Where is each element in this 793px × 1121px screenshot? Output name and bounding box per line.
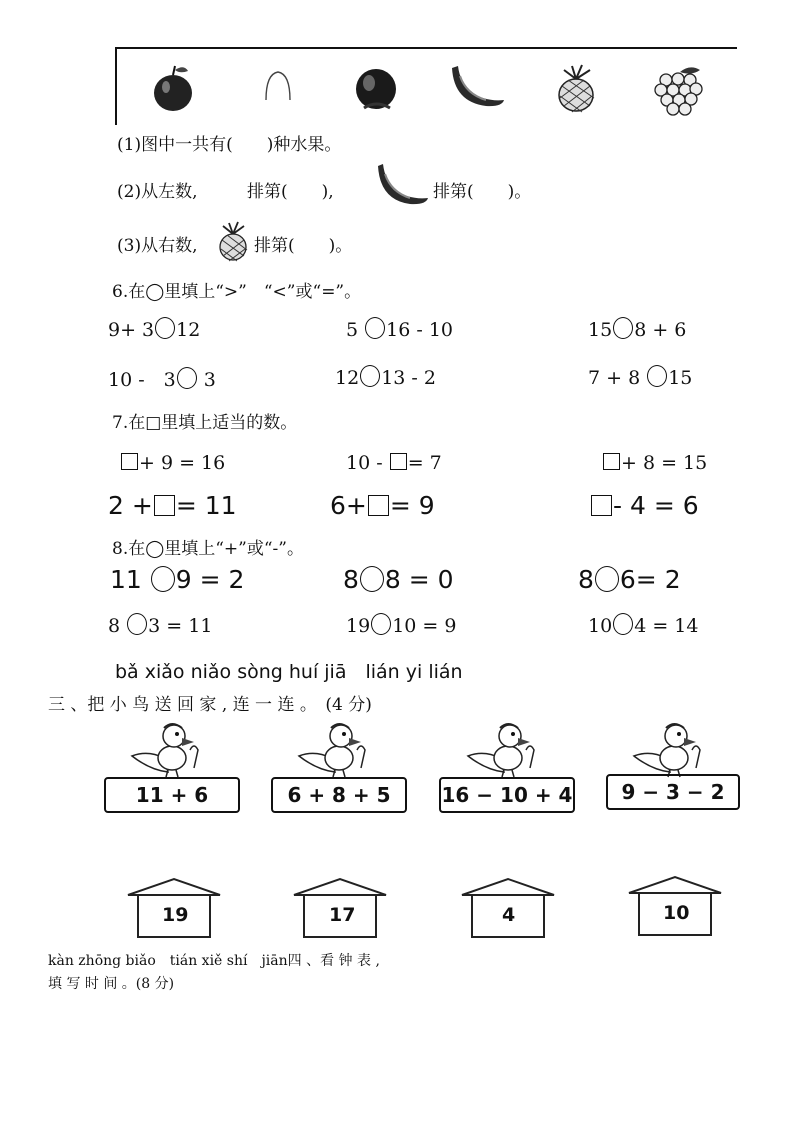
q6-r2-c3: 7 + 8 15 xyxy=(588,367,693,389)
answer-circle[interactable] xyxy=(360,566,384,592)
section3-title: 三 、把 小 鸟 送 回 家 , 连 一 连 。 (4 分) xyxy=(48,695,372,715)
q8-r2-c2: 19 10 = 9 xyxy=(346,615,457,637)
section3-pinyin: bǎ xiǎo niǎo sòng huí jiā lián yi lián xyxy=(115,661,463,683)
bird-icon xyxy=(295,720,371,778)
q5-line-2a: (2)从左数, xyxy=(117,182,198,202)
bird-icon xyxy=(128,720,204,778)
q6-r1-c1: 9+ 3 12 xyxy=(108,319,201,341)
bird-expression-box[interactable]: 11 + 6 xyxy=(104,777,240,813)
answer-box[interactable] xyxy=(591,495,612,516)
q8-r1-c1: 11 9 = 2 xyxy=(110,565,245,594)
answer-circle[interactable] xyxy=(151,566,175,592)
peach-icon xyxy=(350,62,402,114)
q5-line-2c: 排第( )。 xyxy=(433,182,532,202)
q8-r2-c3: 10 4 = 14 xyxy=(588,615,699,637)
q7-r2-c1: 2 + = 11 xyxy=(108,491,237,520)
q5-line-2b: 排第( ), xyxy=(247,182,334,202)
q6-r1-c2: 5 16 - 10 xyxy=(346,319,453,341)
answer-circle[interactable] xyxy=(360,365,380,387)
q5-line-1: (1)图中一共有( )种水果。 xyxy=(117,135,342,155)
q8-title: 8.在◯里填上“+”或“-”。 xyxy=(112,539,304,559)
section4-line-2: 填 写 时 间 。(8 分) xyxy=(48,976,175,992)
grape-icon xyxy=(652,62,708,118)
q7-r1-c1: + 9 = 16 xyxy=(120,452,225,474)
house-number[interactable]: 10 xyxy=(663,902,690,924)
bird-expression-box[interactable]: 9 − 3 − 2 xyxy=(606,774,740,810)
q5-line-3a: (3)从右数, xyxy=(117,236,198,256)
q7-title: 7.在□里填上适当的数。 xyxy=(112,413,298,433)
banana-icon xyxy=(372,162,432,210)
bird-expression-box[interactable]: 16 − 10 + 4 xyxy=(439,777,575,813)
answer-circle[interactable] xyxy=(155,317,175,339)
q7-r2-c3: - 4 = 6 xyxy=(590,491,699,520)
q6-r1-c3: 15 8 + 6 xyxy=(588,319,687,341)
house-number[interactable]: 4 xyxy=(502,904,516,926)
q7-r1-c2: 10 - = 7 xyxy=(346,452,442,474)
bird-icon xyxy=(630,720,706,778)
section4-line-1: kàn zhōng biǎo tián xiě shí jiān四 、看 钟 表 , xyxy=(48,953,380,969)
pineapple-icon xyxy=(215,220,253,262)
q8-r1-c2: 8 8 = 0 xyxy=(343,565,454,594)
pear-icon xyxy=(258,62,298,114)
house-number[interactable]: 19 xyxy=(162,904,189,926)
q7-r2-c2: 6+ = 9 xyxy=(330,491,435,520)
q5-line-3b: 排第( )。 xyxy=(254,236,353,256)
answer-circle[interactable] xyxy=(365,317,385,339)
answer-box[interactable] xyxy=(154,495,175,516)
house-number[interactable]: 17 xyxy=(329,904,356,926)
answer-box[interactable] xyxy=(368,495,389,516)
answer-box[interactable] xyxy=(121,453,138,470)
q7-r1-c3: + 8 = 15 xyxy=(602,452,707,474)
pineapple-icon xyxy=(554,62,602,114)
answer-box[interactable] xyxy=(603,453,620,470)
banana-icon xyxy=(446,62,508,114)
q6-r2-c1: 10 - 3 3 xyxy=(108,369,216,391)
answer-box[interactable] xyxy=(390,453,407,470)
q6-r2-c2: 12 13 - 2 xyxy=(335,367,436,389)
q8-r1-c3: 8 6= 2 xyxy=(578,565,681,594)
answer-circle[interactable] xyxy=(177,367,197,389)
answer-circle[interactable] xyxy=(647,365,667,387)
answer-circle[interactable] xyxy=(613,613,633,635)
answer-circle[interactable] xyxy=(613,317,633,339)
q6-title: 6.在◯里填上“>” “<”或“=”。 xyxy=(112,282,362,302)
bird-expression-box[interactable]: 6 + 8 + 5 xyxy=(271,777,407,813)
apple-icon xyxy=(150,62,196,114)
q8-r2-c1: 8 3 = 11 xyxy=(108,615,213,637)
bird-icon xyxy=(464,720,540,778)
fruit-strip-frame xyxy=(115,47,737,125)
answer-circle[interactable] xyxy=(371,613,391,635)
answer-circle[interactable] xyxy=(595,566,619,592)
answer-circle[interactable] xyxy=(127,613,147,635)
